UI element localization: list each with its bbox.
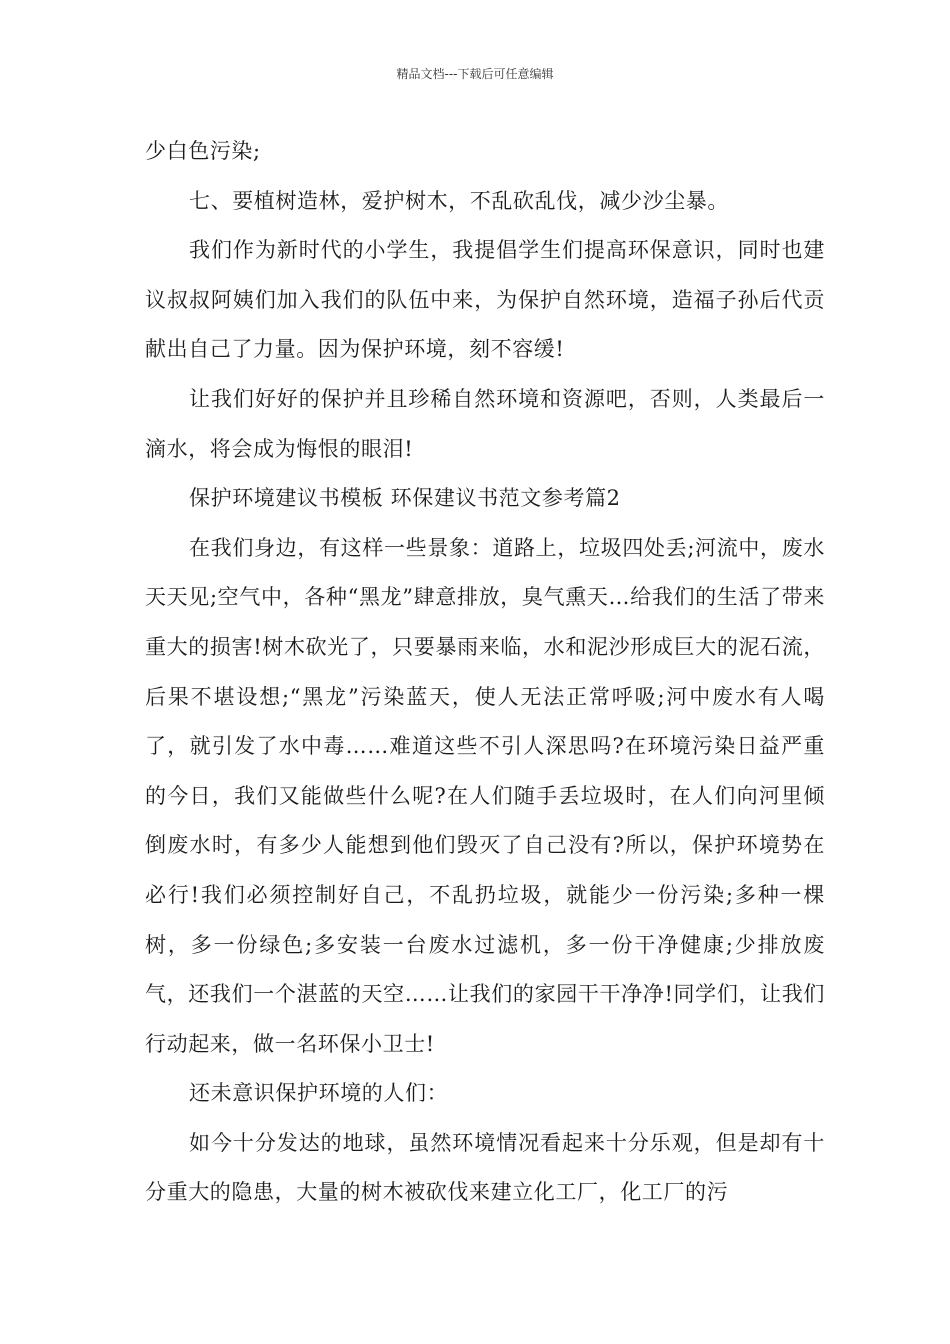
paragraph-3: 我们作为新时代的小学生，我提倡学生们提高环保意识，同时也建议叔叔阿姨们加入我们的队伍中来，为保护自然环境，造福子孙后代贡献出自己了力量。因为保护环境，刻不容缓!	[145, 238, 825, 362]
paragraph-1: 少白色污染;	[145, 139, 261, 163]
paragraph-4: 让我们好好的保护并且珍稀自然环境和资源吧，否则，人类最后一滴水，将会成为悔恨的眼泪!	[145, 386, 825, 461]
paragraph-7: 如今十分发达的地球，虽然环境情况看起来十分乐观，但是却有十分重大的隐患，大量的树木被砍伐来建立化工厂，化工厂的污	[145, 1130, 825, 1205]
paragraph-6: 还未意识保护环境的人们：	[189, 1081, 449, 1106]
document-body	[145, 127, 825, 1218]
paragraph-5: 在我们身边，有这样一些景象：道路上，垃圾四处丢;河流中，废水天天见;空气中，各种“黑龙”肆意排放，臭气熏天…给我们的生活了带来重大的损害!树木砍光了，只要暴雨来临，水和泥沙形成巨大的泥石流，后果不堪设想;“黑龙”污染蓝天，使人无法正常呼吸;河中废水有人喝了，就引发了水中毒……难道这些不引人深思吗?在环境污染日益严重的今日，我们又能做些什么呢?在人们随手丢垃圾时，在人们向河里倾倒废水时，有多少人能想到他们毁灭了自己没有?所以，保护环境势在必行!我们必须控制好自己，不乱扔垃圾，就能少一份污染;多种一棵树，多一份绿色;多安装一台废水过滤机，多一份干净健康;少排放废气，还我们一个湛蓝的天空……让我们的家园干干净净!同学们，让我们行动起来，做一名环保小卫士!	[145, 535, 825, 1056]
section-heading: 保护环境建议书模板 环保建议书范文参考篇2	[189, 486, 621, 511]
paragraph-2: 七、要植树造林，爱护树木，不乱砍乱伐，减少沙尘暴。	[189, 188, 729, 213]
page-header: 精品文档---下载后可任意编辑	[396, 67, 554, 81]
